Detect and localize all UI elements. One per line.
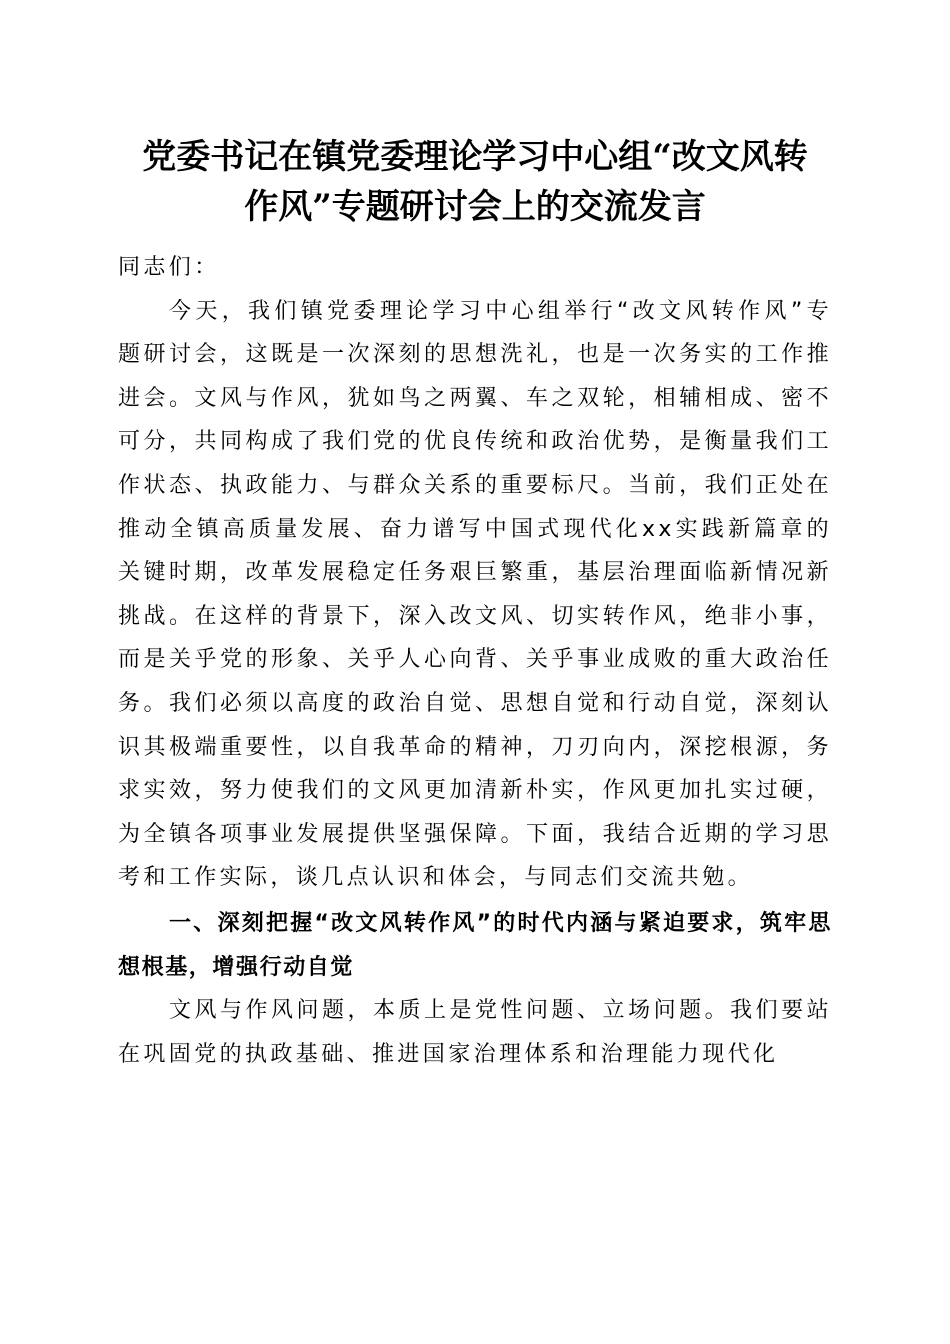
greeting: 同志们： (118, 255, 220, 280)
title-line-2: 作风”专题研讨会上的交流发言 (244, 187, 706, 227)
paragraph-section-1: 文风与作风问题，本质上是党性问题、立场问题。我们要站在巩固党的执政基础、推进国家治理体系和治理能力现代化 (118, 998, 832, 1067)
document-body (118, 246, 832, 1076)
paragraph-intro: 今天，我们镇党委理论学习中心组举行“改文风转作风”专题研讨会，这既是一次深刻的思想洗礼，也是一次务实的工作推进会。文风与作风，犹如鸟之两翼、车之双轮，相辅相成、密不可分，共同构成了我们党的优良传统和政治优势，是衡量我们工作状态、执政能力、与群众关系的重要标尺。当前，我们正处在推动全镇高质量发展、奋力谱写中国式现代化xx实践新篇章的关键时期，改革发展稳定任务艰巨繁重，基层治理面临新情况新挑战。在这样的背景下，深入改文风、切实转作风，绝非小事，而是关乎党的形象、关乎人心向背、关乎事业成败的重大政治任务。我们必须以高度的政治自觉、思想自觉和行动自觉，深刻认识其极端重要性，以自我革命的精神，刀刃向内，深挖根源，务求实效，努力使我们的文风更加清新朴实，作风更加扎实过硬，为全镇各项事业发展提供坚强保障。下面，我结合近期的学习思考和工作实际，谈几点认识和体会，与同志们交流共勉。 (118, 298, 832, 891)
section-heading-1: 一、深刻把握“改文风转作风”的时代内涵与紧迫要求，筑牢思想根基，增强行动自觉 (118, 910, 832, 980)
title-line-1: 党委书记在镇党委理论学习中心组“改文风转 (142, 137, 808, 177)
document-title (100, 132, 850, 232)
